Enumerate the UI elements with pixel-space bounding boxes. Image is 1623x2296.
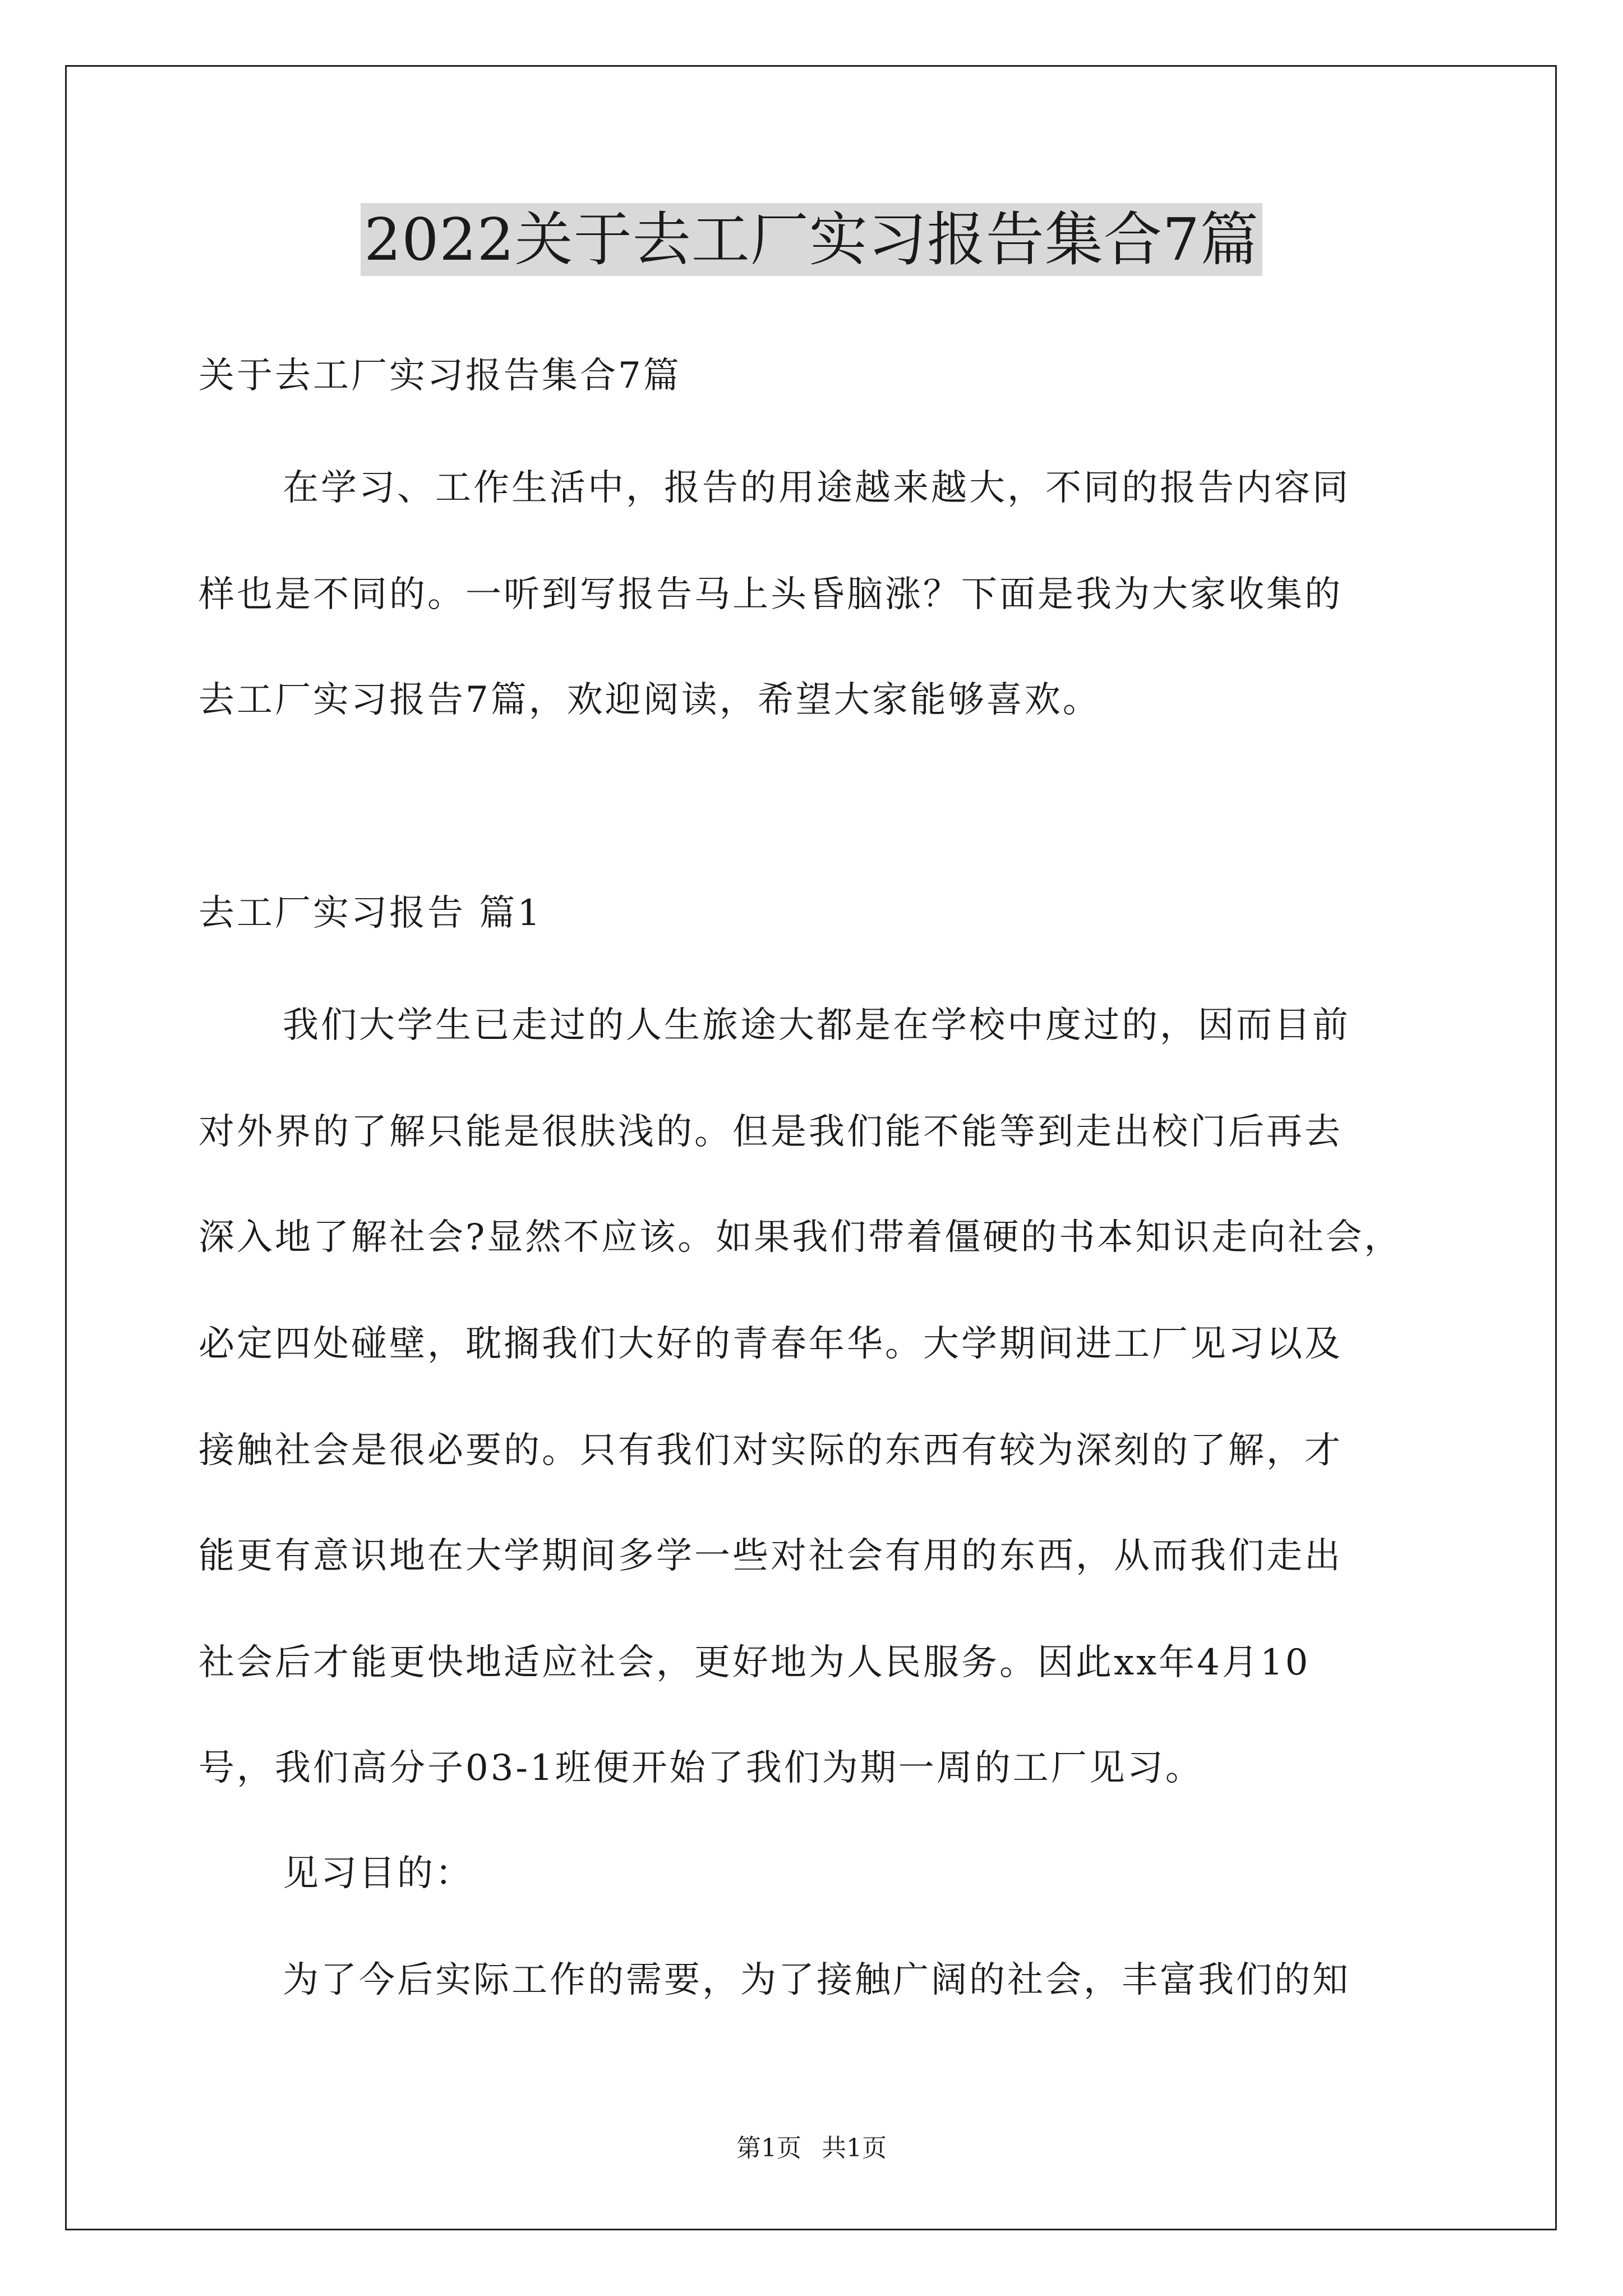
page-total: 共1页 [822, 2134, 887, 2162]
paragraph-line: 必定四处碰壁，耽搁我们大好的青春年华。大学期间进工厂见习以及 [199, 1323, 1343, 1365]
paragraph-line: 深入地了解社会?显然不应该。如果我们带着僵硬的书本知识走向社会， [199, 1217, 1403, 1258]
paragraph-line: 为了今后实际工作的需要，为了接触广阔的社会，丰富我们的知 [283, 1959, 1350, 2001]
subtitle: 关于去工厂实习报告集合7篇 [199, 355, 681, 397]
paragraph-line: 去工厂实习报告7篇，欢迎阅读，希望大家能够喜欢。 [199, 679, 1101, 721]
document-title [0, 203, 1623, 276]
paragraph-line: 我们大学生已走过的人生旅途大都是在学校中度过的，因而目前 [283, 1005, 1350, 1046]
paragraph-line: 接触社会是很必要的。只有我们对实际的东西有较为深刻的了解，才 [199, 1430, 1343, 1471]
section-heading: 去工厂实习报告 篇1 [199, 892, 543, 934]
document-title-text: 2022关于去工厂实习报告集合7篇 [361, 203, 1262, 276]
paragraph-line: 样也是不同的。一听到写报告马上头昏脑涨？下面是我为大家收集的 [199, 574, 1343, 615]
page-number: 第1页 [736, 2134, 801, 2162]
paragraph-line: 在学习、工作生活中，报告的用途越来越大，不同的报告内容同 [283, 467, 1350, 509]
page-footer [0, 2132, 1623, 2165]
paragraph-line: 号，我们高分子03-1班便开始了我们为期一周的工厂见习。 [199, 1747, 1204, 1789]
paragraph-line: 能更有意识地在大学期间多学一些对社会有用的东西，从而我们走出 [199, 1535, 1343, 1577]
paragraph-line: 社会后才能更快地适应社会，更好地为人民服务。因此xx年4月10 [199, 1642, 1311, 1683]
subheading: 见习目的： [283, 1853, 473, 1894]
paragraph-line: 对外界的了解只能是很肤浅的。但是我们能不能等到走出校门后再去 [199, 1111, 1343, 1153]
